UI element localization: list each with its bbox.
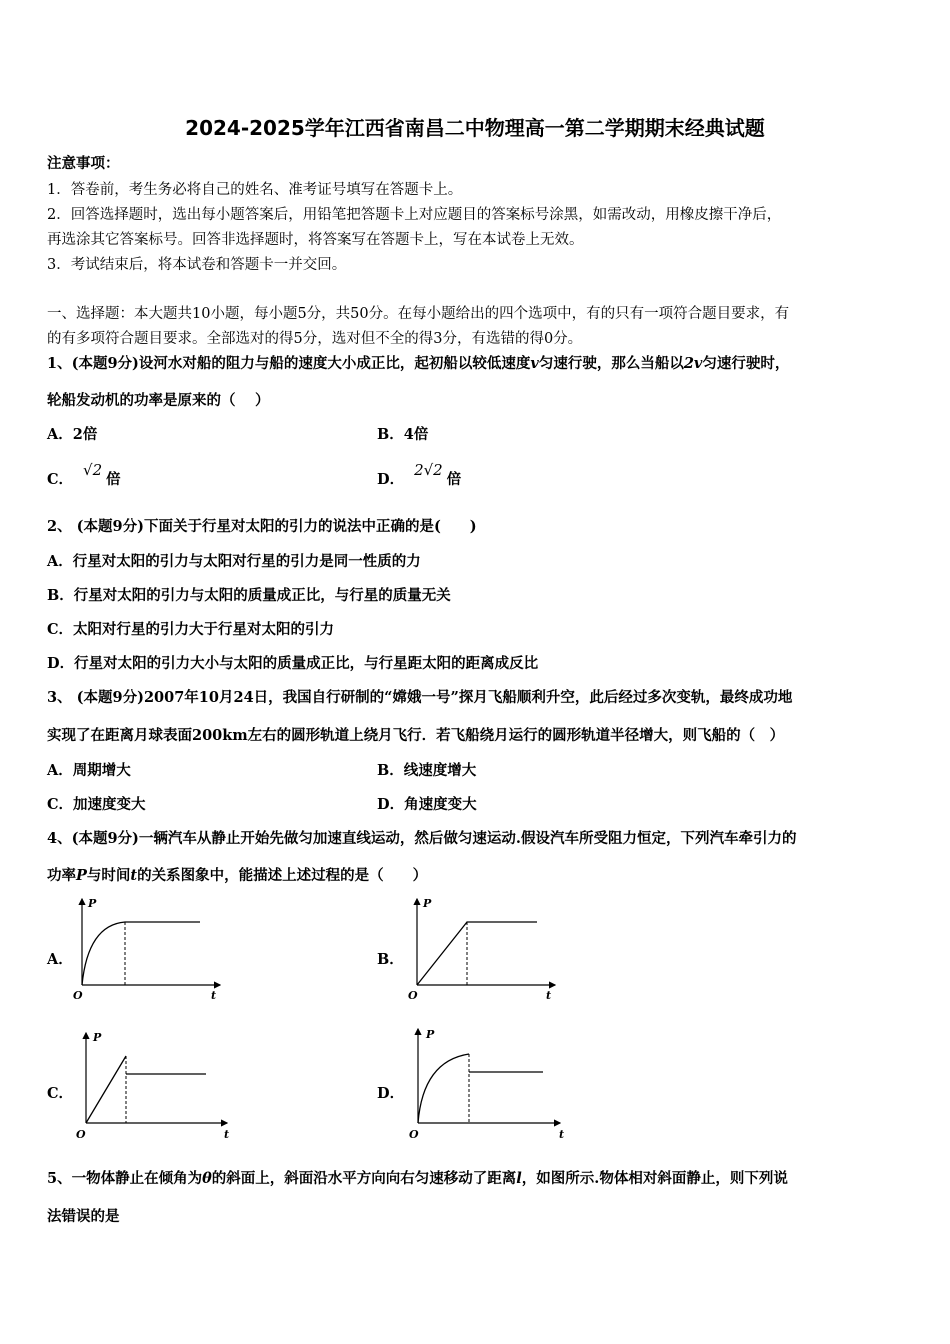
q5-stem-line1: 5、一物体静止在倾角为θ的斜面上，斜面沿水平方向向右匀速移动了距离l，如图所示.物体相对斜面静止，则下列说 bbox=[47, 1170, 788, 1187]
notice-item-3: 3．考试结束后，将本试卷和答题卡一并交回。 bbox=[47, 257, 347, 273]
q3-option-b: B．线速度增大 bbox=[377, 762, 477, 779]
q3-option-a: A．周期增大 bbox=[47, 762, 131, 779]
q2-option-d: D．行星对太阳的引力大小与太阳的质量成正比，与行星距太阳的距离成反比 bbox=[47, 655, 539, 672]
q1-v: v bbox=[530, 355, 539, 372]
q2-stem: 2、 (本题9分)下面关于行星对太阳的引力的说法中正确的是( ) bbox=[47, 518, 477, 535]
q1-v2: 2v bbox=[683, 355, 703, 372]
q4-graph-d bbox=[405, 1023, 570, 1143]
q4-graph-a bbox=[70, 893, 230, 1005]
notice-heading: 注意事项： bbox=[47, 155, 120, 172]
notice-item-2: 2．回答选择题时，选出每小题答案后，用铅笔把答题卡上对应题目的答案标号涂黑，如需改动，用橡皮擦干净后， bbox=[47, 207, 782, 223]
q3-stem-line1: 3、 (本题9分)2007年10月24日，我国自行研制的“嫦娥一号”探月飞船顺利升空，此后经过多次变轨，最终成功地 bbox=[47, 689, 793, 706]
notice-item-1: 1．答卷前，考生务必将自己的姓名、准考证号填写在答题卡上。 bbox=[47, 182, 463, 198]
axis-label-p: P bbox=[423, 897, 432, 910]
axis-label-t: t bbox=[224, 1128, 230, 1141]
q1-stem-line1 bbox=[47, 352, 789, 373]
axis-label-t: t bbox=[546, 989, 552, 1002]
q4-option-a-label: A． bbox=[47, 951, 73, 968]
q2-option-b: B．行星对太阳的引力与太阳的质量成正比，与行星的质量无关 bbox=[47, 587, 451, 604]
q1-mid: 匀速行驶，那么当船以 bbox=[538, 355, 684, 372]
q1-d-math: 2√2 bbox=[414, 461, 443, 479]
q4-graph-c bbox=[72, 1027, 237, 1143]
q1-option-d: D．2√2倍 bbox=[377, 461, 462, 488]
q5-stem-line2: 法错误的是 bbox=[47, 1208, 120, 1225]
origin-label: O bbox=[73, 989, 83, 1002]
q4-graph-b bbox=[405, 893, 565, 1005]
section-intro-line2: 的有多项符合题目要求。全部选对的得5分，选对但不全的得3分，有选错的得0分。 bbox=[47, 331, 583, 347]
q4-stem-line2: 功率P与时间t的关系图象中，能描述上述过程的是（ ） bbox=[47, 867, 428, 884]
section-intro-line1: 一、选择题：本大题共10小题，每小题5分，共50分。在每小题给出的四个选项中，有的只有一项符合题目要求，有 bbox=[47, 306, 790, 322]
q3-option-d: D．角速度变大 bbox=[377, 796, 477, 813]
q4-option-c-label: C． bbox=[47, 1085, 74, 1102]
axis-label-p: P bbox=[426, 1028, 435, 1041]
q4-option-b-label: B． bbox=[377, 951, 404, 968]
q2-option-c: C．太阳对行星的引力大于行星对太阳的引力 bbox=[47, 621, 335, 638]
q1-prefix: 1、(本题9分)设河水对船的阻力与船的速度大小成正比，起初船以较低速度 bbox=[47, 355, 531, 372]
origin-label: O bbox=[408, 989, 418, 1002]
q2-option-a: A．行星对太阳的引力与太阳对行星的引力是同一性质的力 bbox=[47, 553, 421, 570]
axis-label-p: P bbox=[88, 897, 97, 910]
axis-label-p: P bbox=[93, 1031, 102, 1044]
page-title: 2024-2025学年江西省南昌二中物理高一第二学期期末经典试题 bbox=[185, 116, 765, 140]
q3-stem-line2: 实现了在距离月球表面200km左右的圆形轨道上绕月飞行．若飞船绕月运行的圆形轨道半径增大，则飞船的（ ） bbox=[47, 727, 785, 744]
origin-label: O bbox=[409, 1128, 419, 1141]
notice-item-2-cont: 再选涂其它答案标号。回答非选择题时，将答案写在答题卡上，写在本试卷上无效。 bbox=[47, 232, 584, 248]
q4-option-d-label: D． bbox=[377, 1085, 405, 1102]
q1-option-c: C．√2倍 bbox=[47, 461, 121, 488]
q1-option-b: B．4倍 bbox=[377, 426, 429, 443]
q3-option-c: C．加速度变大 bbox=[47, 796, 146, 813]
q1-option-a: A．2倍 bbox=[47, 426, 98, 443]
q4-stem-line1: 4、(本题9分)一辆汽车从静止开始先做匀加速直线运动，然后做匀速运动.假设汽车所受阻力恒定，下列汽车牵引力的 bbox=[47, 830, 797, 847]
axis-label-t: t bbox=[559, 1128, 565, 1141]
q1-c-math: √2 bbox=[83, 461, 103, 479]
origin-label: O bbox=[76, 1128, 86, 1141]
q1-suffix: 匀速行驶时， bbox=[702, 355, 790, 372]
axis-label-t: t bbox=[211, 989, 217, 1002]
q1-stem-line2: 轮船发动机的功率是原来的（ ） bbox=[47, 392, 270, 409]
